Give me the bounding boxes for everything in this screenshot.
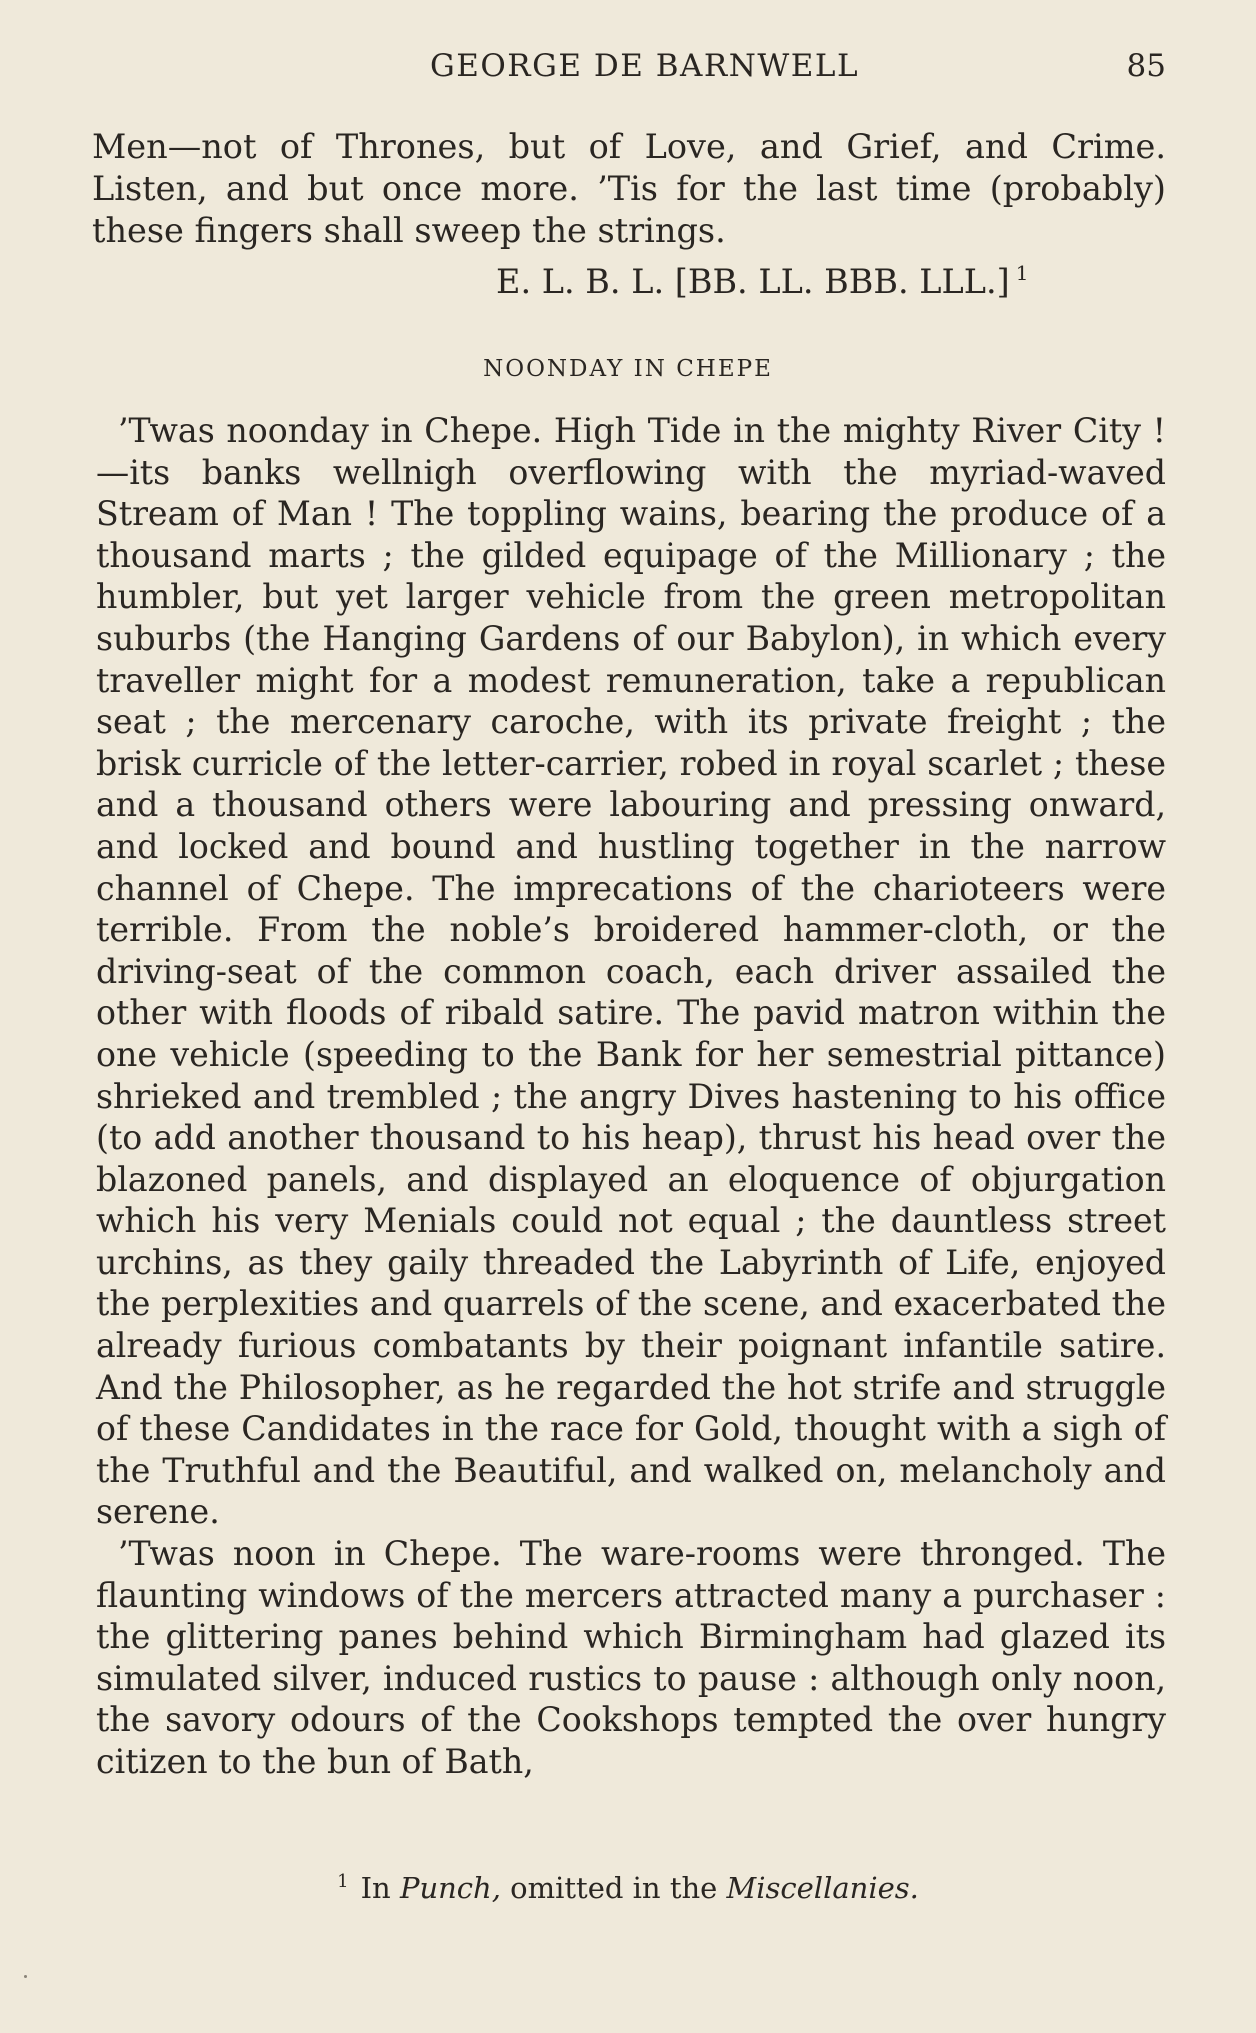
running-title: GEORGE DE BARNWELL	[430, 48, 860, 84]
chapter-body	[96, 410, 1166, 1783]
body-paragraph: ’Twas noon in Chepe. The ware-rooms were thronged. The flaunting windows of the mercers attracted many a purchaser : the glittering panes behind which Birmingham had glazed its simulated silver, induced rustics to pause : although only noon, the savory odours of the Cookshops tempted the over hungry citizen to the bun of Bath,	[96, 1534, 1166, 1781]
intro-passage	[92, 126, 1166, 252]
footnote-marker: 1	[337, 1871, 349, 1892]
footnote-work: Miscellanies.	[726, 1871, 919, 1905]
running-head	[94, 48, 1166, 88]
section-heading: NOONDAY IN CHEPE	[483, 356, 773, 382]
footnote-middle: omitted in the	[510, 1871, 718, 1905]
footnote-reference: 1	[1015, 261, 1029, 285]
page-number: 85	[1126, 48, 1166, 84]
footnote-source: Punch,	[399, 1871, 501, 1905]
body-paragraph: ’Twas noonday in Chepe. High Tide in the mighty River City !—its banks wellnigh overflowing with the myriad-waved Stream of Man ! The toppling wains, bearing the produce of a thousand marts ; the gilded equipage of the Millionary ; the humbler, but yet larger vehicle from the green metropolitan suburbs (the Hanging Gardens of our Babylon), in which every traveller might for a modest remuneration, take a republican seat ; the mercenary caroche, with its private freight ; the brisk curricle of the letter-carrier, robed in royal scarlet ; these and a thousand others were labouring and pressing onward, and locked and bound and hustling together in the narrow channel of Chepe. The imprecations of the charioteers were terrible. From the noble’s broidered hammer-cloth, or the driving-seat of the common coach, each driver assailed the other with floods of ribald satire. The pavid matron within the one vehicle (speeding to the Bank for her semestrial pittance) shrieked and trembled ; the angry Dives hastening to his office (to add another thousand to his heap), thrust his head over the blazoned panels, and displayed an eloquence of objurgation which his very Menials could not equal ; the dauntless street urchins, as they gaily threaded the Labyrinth of Life, enjoyed the perplexities and quarrels of the scene, and exacerbated the already furious combatants by their poignant infantile satire. And the Philosopher, as he regarded the hot strife and struggle of these Candidates in the race for Gold, thought with a sigh of the Truthful and the Beautiful, and walked on, melancholy and serene.	[96, 411, 1166, 1532]
signature-text: E. L. B. L. [BB. LL. BBB. LLL.]	[496, 262, 1010, 301]
footnote-prefix: In	[360, 1871, 391, 1905]
intro-paragraph: Men—not of Thrones, but of Love, and Grief, and Crime. Listen, and but once more. ’Tis for the last time (probably) these fingers shall sweep the strings.	[92, 127, 1166, 250]
footnote	[0, 1864, 1256, 1906]
paper-speck	[24, 1975, 27, 1978]
author-signature	[496, 252, 1029, 303]
